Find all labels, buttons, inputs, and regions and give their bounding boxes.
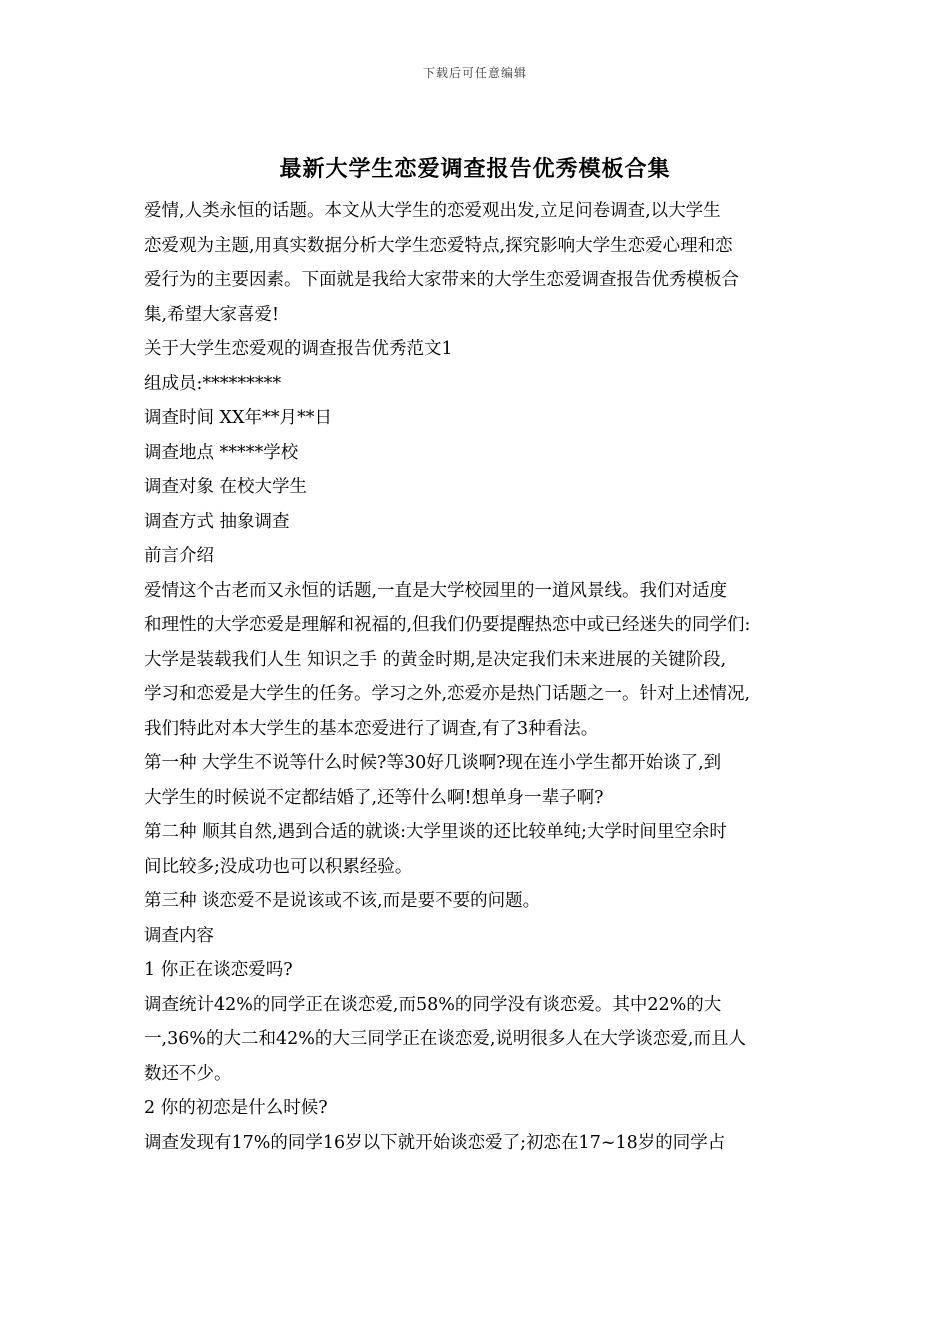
text-line: 2 你的初恋是什么时候? xyxy=(144,1098,328,1118)
paragraph xyxy=(144,367,814,402)
text-line: 爱情这个古老而又永恒的话题,一直是大学校园里的一道风景线。我们对适度 xyxy=(144,580,728,601)
text-line: 第二种 顺其自然,遇到合适的就谈:大学里谈的还比较单纯;大学时间里空余时 xyxy=(144,822,727,842)
paragraph xyxy=(144,194,814,332)
text-line: 和理性的大学恋爱是理解和祝福的,但我们仍要提醒热恋中或已经迷失的同学们: xyxy=(144,615,751,635)
text-line: 间比较多;没成功也可以积累经验。 xyxy=(144,856,413,877)
paragraph xyxy=(144,953,814,988)
text-line: 调查内容 xyxy=(144,925,214,946)
text-line: 学习和恋爱是大学生的任务。学习之外,恋爱亦是热门话题之一。针对上述情况, xyxy=(144,684,751,704)
text-line: 调查发现有17%的同学16岁以下就开始谈恋爱了;初恋在17~18岁的同学占 xyxy=(144,1132,726,1153)
paragraph xyxy=(144,436,814,471)
paragraph xyxy=(144,332,814,367)
paragraph xyxy=(144,1126,814,1161)
paragraph xyxy=(144,574,814,747)
paragraph xyxy=(144,746,814,815)
text-line: 一,36%的大二和42%的大三同学正在谈恋爱,说明很多人在大学谈恋爱,而且人 xyxy=(144,1029,746,1049)
paragraph xyxy=(144,919,814,954)
text-line: 第一种 大学生不说等什么时候?等30好几谈啊?现在连小学生都开始谈了,到 xyxy=(144,753,722,773)
text-line: 我们特此对本大学生的基本恋爱进行了调查,有了3种看法。 xyxy=(144,718,599,739)
paragraph xyxy=(144,884,814,919)
text-line: 爱情,人类永恒的话题。本文从大学生的恋爱观出发,立足问卷调查,以大学生 xyxy=(144,201,721,221)
text-line: 大学是装载我们人生 知识之手 的黄金时期,是决定我们未来进展的关键阶段, xyxy=(144,649,727,670)
text-line: 前言介绍 xyxy=(144,546,214,566)
paragraph xyxy=(144,401,814,436)
text-line: 第三种 谈恋爱不是说该或不该,而是要不要的问题。 xyxy=(144,891,541,911)
text-line: 恋爱观为主题,用真实数据分析大学生恋爱特点,探究影响大学生恋爱心理和恋 xyxy=(144,235,733,256)
document-title: 最新大学生恋爱调查报告优秀模板合集 xyxy=(279,157,671,182)
text-line: 爱行为的主要因素。下面就是我给大家带来的大学生恋爱调查报告优秀模板合 xyxy=(144,270,739,290)
text-line: 大学生的时候说不定都结婚了,还等什么啊!想单身一辈子啊? xyxy=(144,787,604,808)
document-body xyxy=(144,194,814,1160)
text-line: 调查地点 *****学校 xyxy=(144,442,299,463)
header-note: 下载后可任意编辑 xyxy=(422,66,527,80)
text-line: 数还不少。 xyxy=(144,1063,232,1084)
text-line: 1 你正在谈恋爱吗? xyxy=(144,960,293,980)
paragraph xyxy=(144,470,814,505)
paragraph xyxy=(144,1091,814,1126)
paragraph xyxy=(144,988,814,1092)
text-line: 调查方式 抽象调查 xyxy=(144,511,290,532)
text-line: 调查时间 XX年**月**日 xyxy=(144,408,332,428)
text-line: 调查对象 在校大学生 xyxy=(144,477,308,497)
text-line: 关于大学生恋爱观的调查报告优秀范文1 xyxy=(144,339,453,359)
paragraph xyxy=(144,539,814,574)
text-line: 组成员:********* xyxy=(144,373,282,394)
text-line: 调查统计42%的同学正在谈恋爱,而58%的同学没有谈恋爱。其中22%的大 xyxy=(144,994,722,1015)
paragraph xyxy=(144,505,814,540)
text-line: 集,希望大家喜爱! xyxy=(144,304,280,325)
paragraph xyxy=(144,815,814,884)
